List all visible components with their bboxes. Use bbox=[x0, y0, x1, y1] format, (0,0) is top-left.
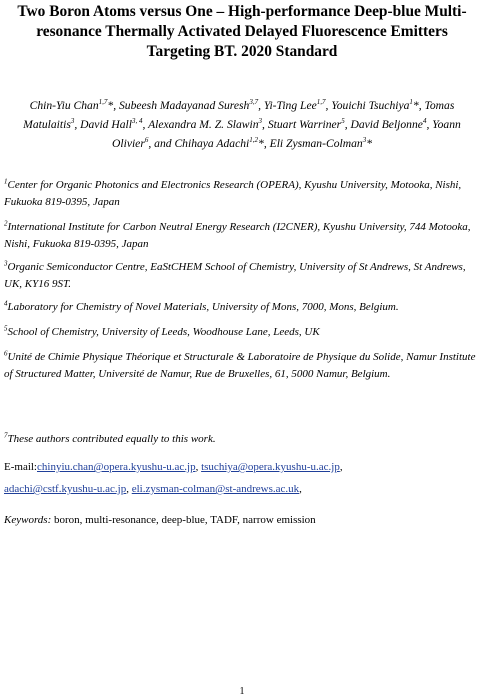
email-link-chan[interactable]: chinyiu.chan@opera.kyushu-u.ac.jp bbox=[37, 461, 196, 473]
email-block: E-mail:chinyiu.chan@opera.kyushu-u.ac.jp, tsuchiya@opera.kyushu-u.ac.jp, adachi@cstf.kyushu-u.ac.jp, eli.zysman-colman@st-andrews.ac.uk, bbox=[4, 461, 343, 495]
author-affiliation-marker: 5 bbox=[341, 117, 345, 126]
affiliation-text: International Institute for Carbon Neutral Energy Research (I2CNER), Kyushu University, 744 Motooka, Nishi, Fukuoka 819-0395, Japan bbox=[4, 221, 471, 250]
author-name: Subeesh Madayanad Suresh bbox=[119, 99, 250, 112]
affiliation-text: Laboratory for Chemistry of Novel Materials, University of Mons, 7000, Mons, Belgium. bbox=[7, 301, 399, 313]
author-name: Youichi Tsuchiya bbox=[331, 99, 410, 112]
author-affiliation-marker: 3,7 bbox=[249, 98, 259, 107]
author-affiliation-marker: 3 bbox=[70, 117, 75, 126]
author bbox=[80, 118, 148, 131]
affiliation bbox=[4, 324, 482, 341]
author-separator: , and bbox=[148, 137, 175, 150]
affiliation bbox=[4, 219, 482, 253]
email-link-tsuchiya[interactable]: tsuchiya@opera.kyushu-u.ac.jp bbox=[201, 461, 340, 473]
author-name: David Beljonne bbox=[350, 118, 423, 131]
affiliation bbox=[4, 259, 482, 293]
author-affiliation-marker: 1,2 bbox=[249, 136, 259, 145]
equal-note-marker: 7 bbox=[4, 431, 8, 440]
author-name: Eli Zysman-Colman bbox=[269, 137, 363, 150]
author-affiliation-marker: 3 bbox=[362, 136, 367, 145]
affiliation-number: 2 bbox=[4, 219, 8, 228]
affiliation-number: 4 bbox=[4, 299, 8, 308]
author-name: Stuart Warriner bbox=[267, 118, 342, 131]
author-name: Yoann Olivier bbox=[112, 118, 461, 150]
page-number: 1 bbox=[239, 686, 245, 697]
author bbox=[119, 99, 264, 112]
author-name: Chin-Yiu Chan bbox=[29, 99, 99, 112]
equal-note-text: These authors contributed equally to this work. bbox=[7, 433, 216, 445]
author bbox=[270, 137, 372, 150]
affiliation-number: 1 bbox=[4, 177, 8, 186]
author-separator: , bbox=[113, 99, 119, 112]
author-affiliation-marker: 4 bbox=[422, 117, 427, 126]
email-label: E-mail: bbox=[4, 461, 37, 473]
affiliation bbox=[4, 299, 482, 316]
keywords-line bbox=[4, 512, 316, 529]
author-name: David Hall bbox=[80, 118, 132, 131]
author-name: Yi-Ting Lee bbox=[263, 99, 317, 112]
author-separator: , bbox=[142, 118, 149, 131]
author-name: Chihaya Adachi bbox=[174, 137, 250, 150]
author-affiliation-marker: 3, 4 bbox=[131, 117, 143, 126]
author-separator: , bbox=[418, 99, 425, 112]
affiliation bbox=[4, 349, 482, 383]
author-affiliation-marker: 6 bbox=[144, 136, 149, 145]
affiliation bbox=[4, 177, 482, 211]
affiliation-number: 3 bbox=[4, 259, 8, 268]
author bbox=[350, 118, 432, 131]
affiliation-number: 5 bbox=[4, 324, 8, 333]
author-separator: , bbox=[344, 118, 351, 131]
author bbox=[331, 99, 424, 112]
author-name: Tomas Matulaitis bbox=[23, 99, 455, 131]
author-separator: , bbox=[258, 99, 264, 112]
author bbox=[174, 137, 269, 150]
affiliation-text: School of Chemistry, University of Leeds, Woodhouse Lane, Leeds, UK bbox=[7, 326, 320, 338]
keywords-label: Keywords: bbox=[4, 514, 52, 526]
corresponding-author-marker: * bbox=[258, 137, 264, 150]
author-list bbox=[8, 96, 476, 153]
author-separator: , bbox=[263, 137, 270, 150]
author-affiliation-marker: 1 bbox=[409, 98, 413, 107]
author bbox=[264, 99, 331, 112]
author-affiliation-marker: 1,7 bbox=[98, 98, 108, 107]
affiliation-text: Unité de Chimie Physique Théorique et Structurale & Laboratoire de Physique du Solide, Namur Institute of Structured Matter, Université de Namur, Rue de Bruxelles, 61, 5000 Namur, Belgium. bbox=[4, 351, 476, 380]
affiliation-number: 6 bbox=[4, 349, 8, 358]
author-separator: , bbox=[426, 118, 433, 131]
affiliation-text: Organic Semiconductor Centre, EaStCHEM School of Chemistry, University of St Andrews, St Andrews, UK, KY16 9ST. bbox=[4, 261, 466, 290]
affiliation-list bbox=[4, 177, 482, 391]
equal-contribution-note bbox=[4, 431, 216, 448]
author bbox=[268, 118, 351, 131]
author-affiliation-marker: 1,7 bbox=[316, 98, 326, 107]
corresponding-author-marker: * bbox=[412, 99, 419, 112]
author-separator: , bbox=[74, 118, 81, 131]
email-link-zysman-colman[interactable]: eli.zysman-colman@st-andrews.ac.uk bbox=[131, 483, 300, 495]
author bbox=[30, 99, 119, 112]
keywords-text: boron, multi-resonance, deep-blue, TADF, narrow emission bbox=[54, 514, 316, 526]
affiliation-text: Center for Organic Photonics and Electronics Research (OPERA), Kyushu University, Motooka, Nishi, Fukuoka 819-0395, Japan bbox=[4, 179, 462, 208]
author-separator: , bbox=[262, 118, 268, 131]
author-name: Alexandra M. Z. Slawin bbox=[148, 118, 259, 131]
corresponding-author-marker: * bbox=[107, 99, 114, 112]
author-separator: , bbox=[325, 99, 332, 112]
paper-title: Two Boron Atoms versus One – High-performance Deep-blue Multi-resonance Thermally Activated Delayed Fluorescence Emitters Targeting BT. 2020 Standard bbox=[17, 3, 467, 60]
author-affiliation-marker: 3 bbox=[258, 117, 263, 126]
corresponding-author-marker: * bbox=[366, 137, 372, 150]
email-link-adachi[interactable]: adachi@cstf.kyushu-u.ac.jp bbox=[4, 483, 127, 495]
author bbox=[148, 118, 268, 131]
